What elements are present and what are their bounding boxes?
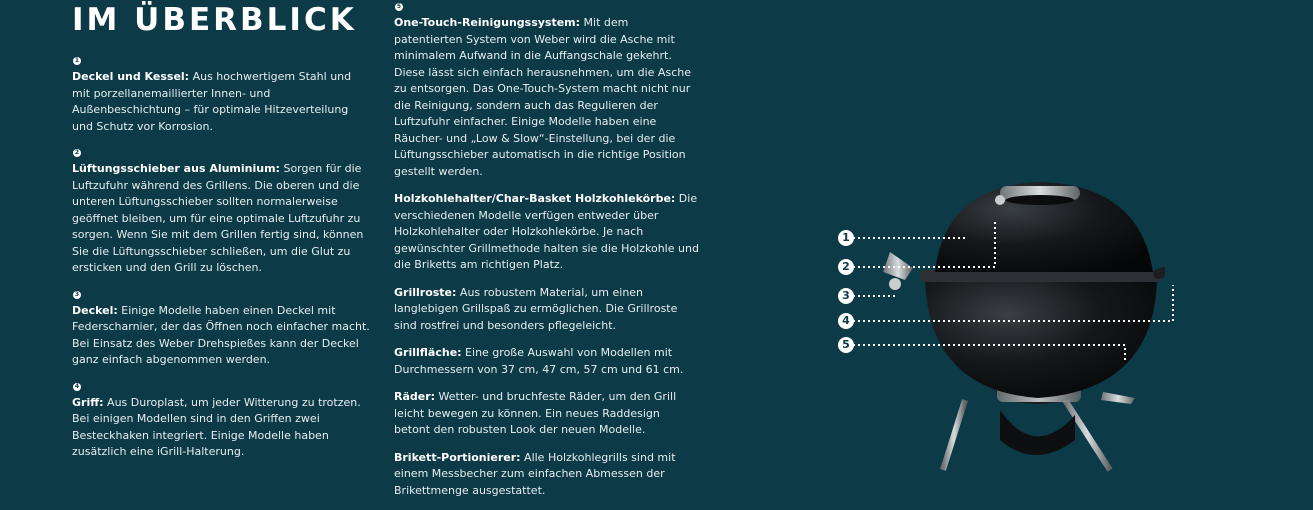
feature-heading: One-Touch-Reinigungssystem: (394, 16, 581, 29)
feature-heading: Lüftungsschieber aus Aluminium: (72, 162, 280, 175)
callout-marker-3: 3 (838, 288, 854, 304)
number-badge: 4 (74, 382, 80, 390)
feature-text: Aus robustem Material, um einen langlebigen Grillspaß zu ermöglichen. Die Grillroste sind rostfrei und besonders pflegeleicht. (394, 285, 678, 332)
callout-marker-4: 4 (838, 313, 854, 329)
feature-item (394, 285, 699, 335)
feature-text: Einige Modelle haben einen Deckel mit Federscharnier, der das Öffnen noch einfacher macht. Bei Einsatz des Weber Drehspießes kann der Deckel ganz einfach abgenommen werden. (72, 303, 370, 366)
feature-heading: Deckel: (72, 303, 118, 317)
number-badge: 1 (74, 57, 80, 64)
feature-heading: Brikett-Portionierer: (394, 450, 521, 464)
feature-item (72, 149, 372, 277)
feature-item (72, 291, 372, 369)
feature-text: Eine große Auswahl von Modellen mit Durchmessern von 37 cm, 47 cm, 57 cm und 61 cm. (394, 346, 684, 376)
feature-item (72, 383, 372, 461)
feature-heading: Grillroste: (394, 285, 457, 299)
feature-heading: Holzkohlehalter/Char-Basket Holzkohlekörbe: (394, 192, 676, 205)
feature-item (394, 389, 699, 439)
feature-item (394, 450, 699, 500)
callout-lines (835, 220, 1175, 360)
callout-marker-5: 5 (838, 337, 854, 353)
feature-text: Die verschiedenen Modelle verfügen entweder über Holzkohlehalter oder Holzkohlekörbe. Je nach gewünschter Grillmethode halten sie die Holzkohle und die Briketts am richtigen Platz. (394, 192, 699, 271)
callout-marker-1: 1 (838, 230, 854, 246)
feature-heading: Griff: (72, 395, 104, 409)
features-left-column (72, 54, 372, 475)
feature-text: Aus hochwertigem Stahl und mit porzellanemaillierter Innen- und Außenbeschichtung – für optimale Hitzeverteilung und Schutz vor Korrosion. (72, 70, 352, 133)
features-right-column (394, 0, 699, 510)
feature-item (394, 191, 699, 274)
feature-heading: Räder: (394, 390, 436, 403)
feature-text: Aus Duroplast, um jeder Witterung zu trotzen. Bei einigen Modellen sind in den Griffen zwei Besteckhaken integriert. Einige Modelle haben zusätzlich eine iGrill-Halterung. (72, 395, 361, 458)
feature-text: Alle Holzkohlegrills sind mit einem Messbecher zum einfachen Abmessen der Brikettmenge ausgestattet. (394, 450, 676, 497)
feature-text: Mit dem patentierten System von Weber wird die Asche mit minimalem Aufwand in die Auffangschale gekehrt. Diese lässt sich einfach herausnehmen, um die Asche zu entsorgen. Das One-Touch-System macht nicht nur die Reinigung, sondern auch das Regulieren der Luftzufuhr einfacher. Einige Modelle haben eine Räucher- und „Low & Slow“-Einstellung, bei der die Lüftungsschieber automatisch in die richtige Position gestellt werden. (394, 16, 691, 178)
feature-heading: Grillfläche: (394, 346, 462, 359)
feature-item (394, 345, 699, 378)
feature-text: Sorgen für die Luftzufuhr während des Grillens. Die oberen und die unteren Lüftungsschieber sollten normalerweise geöffnet bleiben, um für eine optimale Luftzufuhr zu sorgen. Wenn Sie mit dem Grillen fertig sind, können Sie die Lüftungsschieber schließen, um die Glut zu ersticken und den Grill zu löschen. (72, 162, 364, 274)
feature-text: Wetter- und bruchfeste Räder, um den Grill leicht bewegen zu können. Ein neues Raddesign betont den robusten Look der neuen Modelle. (394, 390, 677, 436)
callout-marker-2: 2 (838, 259, 854, 275)
number-badge: 5 (396, 3, 402, 10)
page-title: IM ÜBERBLICK (72, 2, 357, 38)
number-badge: 3 (74, 290, 80, 298)
feature-item (72, 57, 372, 135)
number-badge: 2 (74, 149, 80, 156)
feature-heading: Deckel und Kessel: (72, 70, 190, 83)
feature-item (394, 3, 699, 180)
